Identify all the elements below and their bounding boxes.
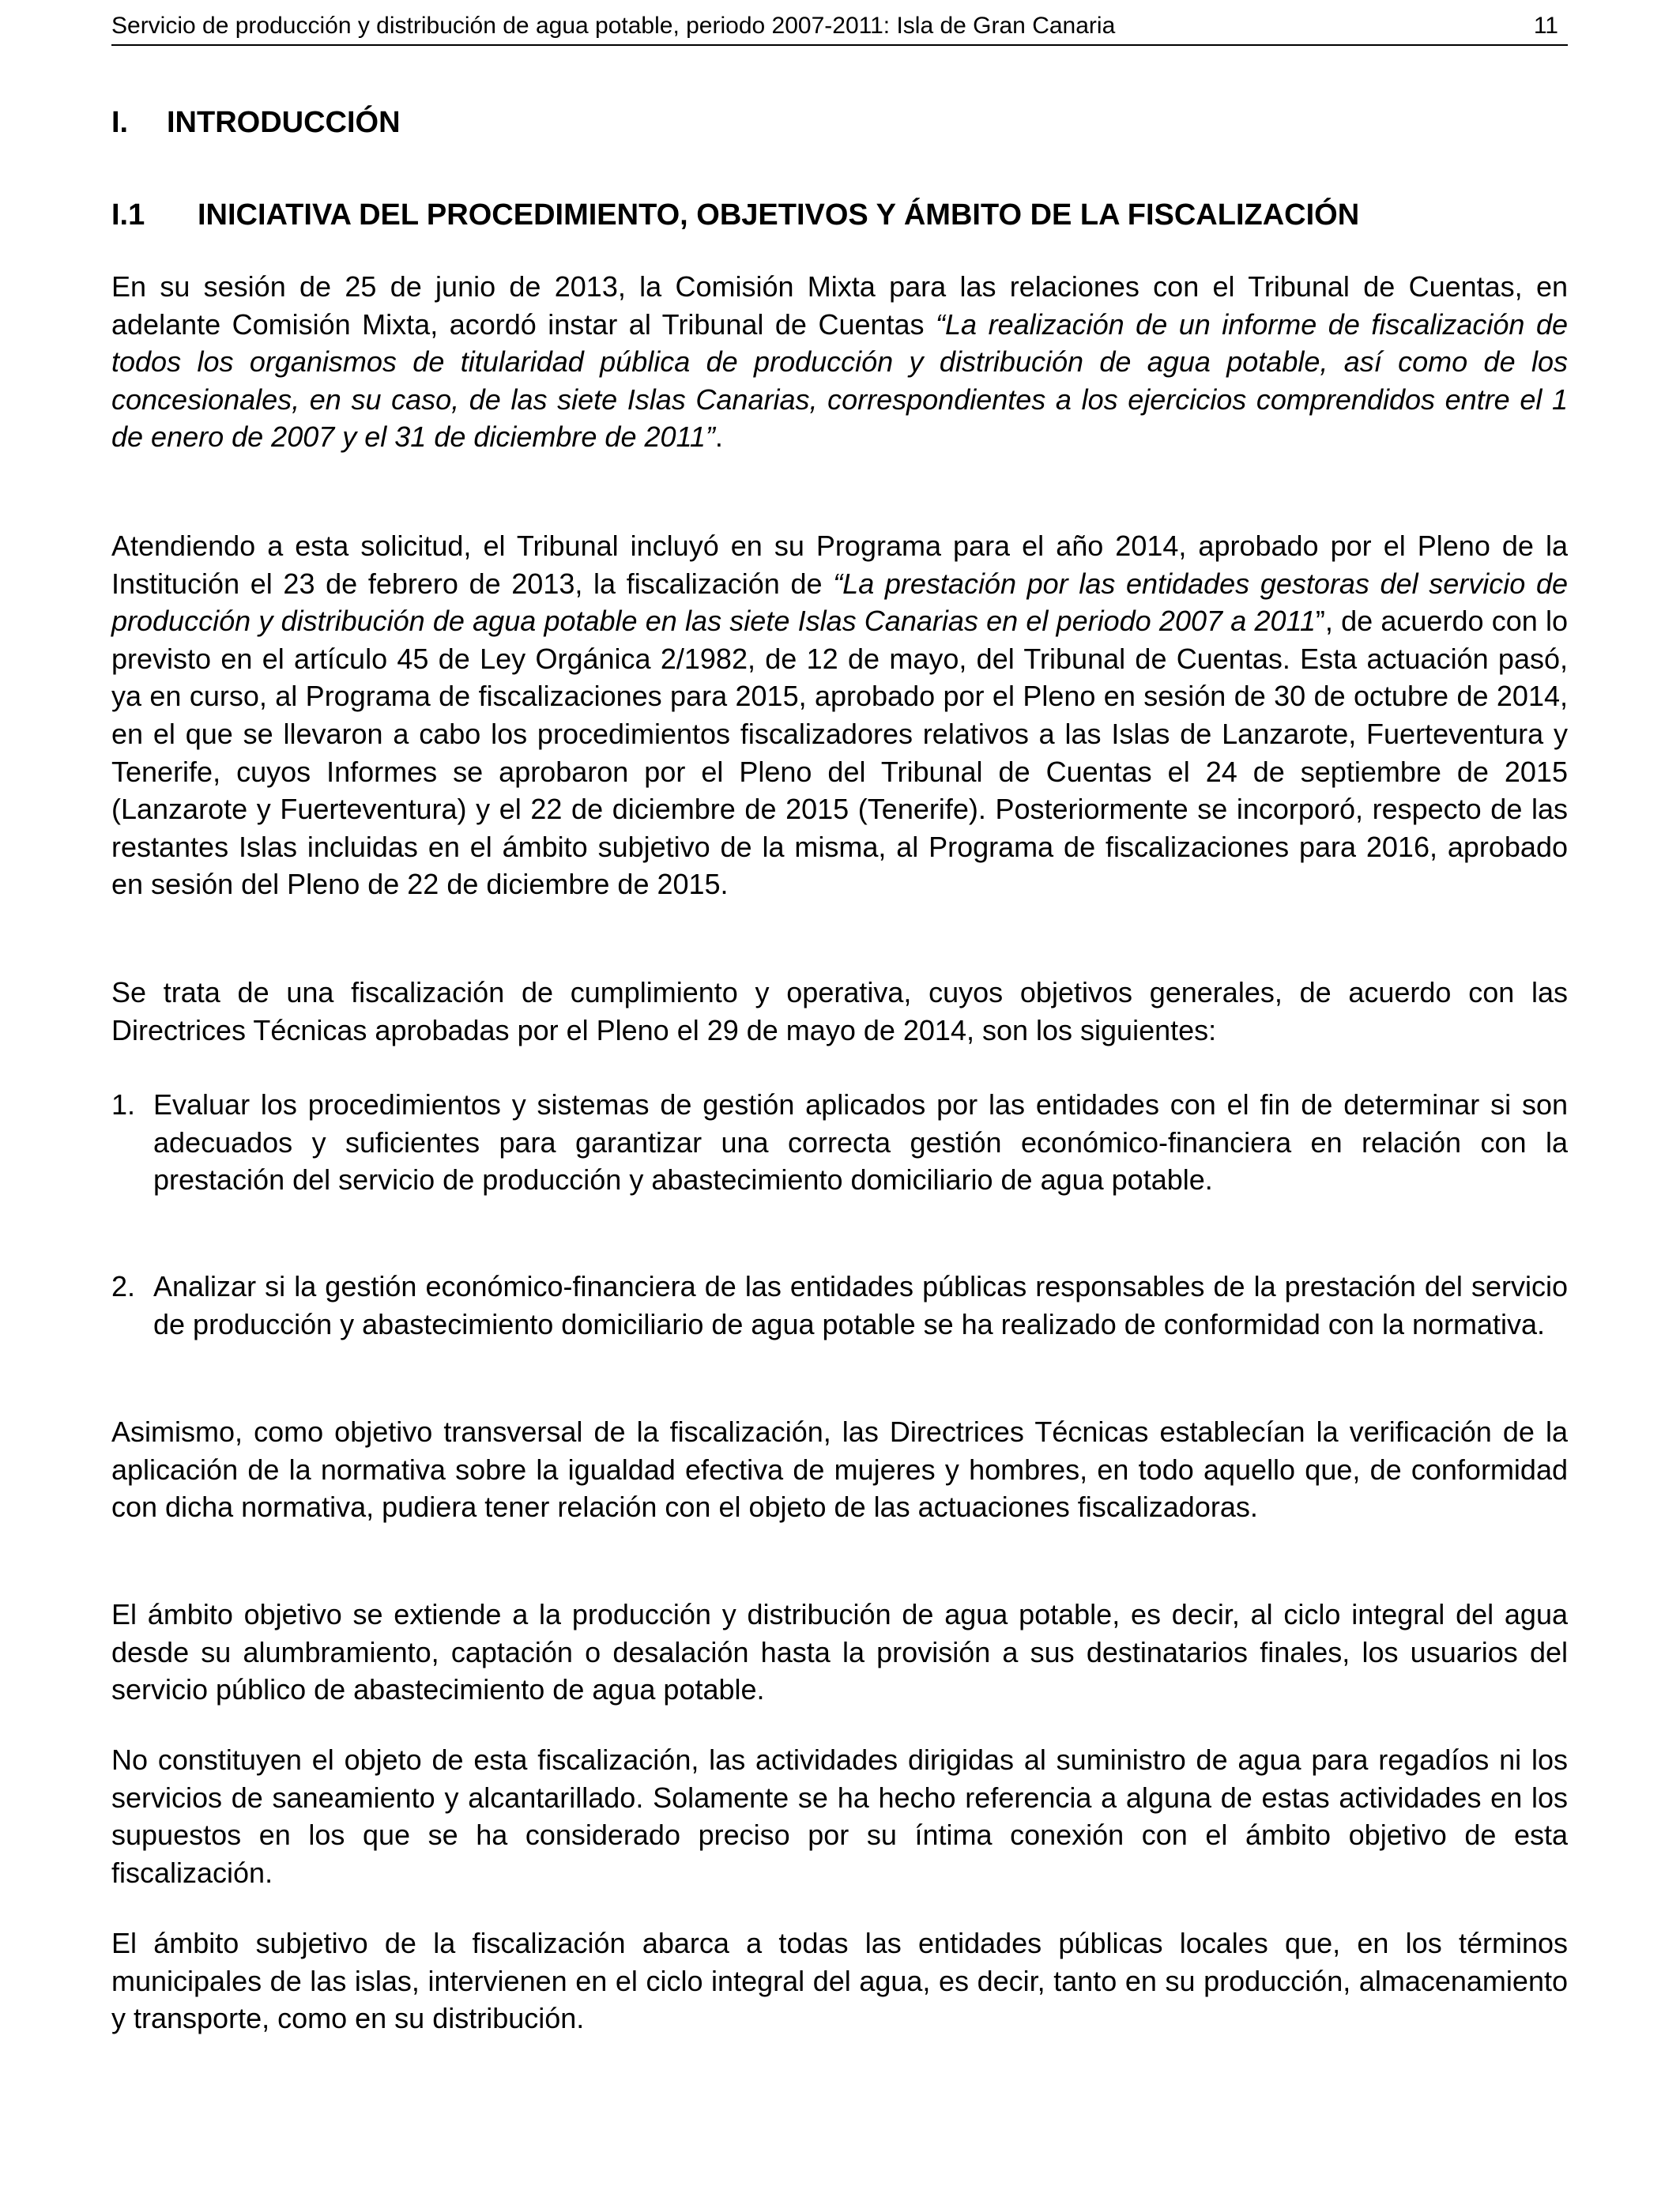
- subsection-title: INICIATIVA DEL PROCEDIMIENTO, OBJETIVOS Y ÁMBITO DE LA FISCALIZACIÓN: [198, 198, 1360, 232]
- section-title: INTRODUCCIÓN: [167, 106, 401, 139]
- running-header: [111, 8, 1568, 46]
- objective-text-2: Analizar si la gestión económico-financiera de las entidades públicas responsables de la prestación del servicio de producción y abastecimiento domiciliario de agua potable se ha realizado de conformidad con la normativa.: [153, 1270, 1568, 1340]
- paragraph-1-text: En su sesión de 25 de junio de 2013, la Comisión Mixta para las relaciones con el Tribunal de Cuentas, en adelante Comisión Mixta, acordó instar al Tribunal de Cuentas: [111, 270, 1568, 341]
- header-title: Servicio de producción y distribución de agua potable, periodo 2007-2011: Isla de Gran Canaria: [111, 13, 1116, 39]
- paragraph-7: El ámbito subjetivo de la fiscalización abarca a todas las entidades públicas locales que, en los términos municipales de las islas, intervienen en el ciclo integral del agua, es decir, tanto en su producción, almacenamiento y transporte, como en su distribución.: [111, 1927, 1568, 2035]
- paragraph-2-text: Atendiendo a esta solicitud, el Tribunal incluyó en su Programa para el año 2014, aprobado por el Pleno de la Institución el 23 de febrero de 2013, la fiscalización de: [111, 530, 1568, 600]
- paragraph-5: El ámbito objetivo se extiende a la producción y distribución de agua potable, es decir, al ciclo integral del agua desde su alumbramiento, captación o desalación hasta la provisión a sus destinatarios finales, los usuarios del servicio público de abastecimiento de agua potable.: [111, 1598, 1568, 1706]
- objective-marker-2: 2.: [111, 1270, 136, 1302]
- paragraph-1: [111, 268, 1568, 456]
- paragraph-6: No constituyen el objeto de esta fiscalización, las actividades dirigidas al suministro de agua para regadíos ni los servicios de saneamiento y alcantarillado. Solamente se ha hecho referencia a alguna de estas actividades en los supuestos en los que se ha considerado preciso por su íntima conexión con el ámbito objetivo de esta fiscalización.: [111, 1744, 1568, 1889]
- paragraph-4: Asimismo, como objetivo transversal de la fiscalización, las Directrices Técnicas establecían la verificación de la aplicación de la normativa sobre la igualdad efectiva de mujeres y hombres, en todo aquello que, de conformidad con dicha normativa, pudiera tener relación con el objeto de las actuaciones fiscalizadoras.: [111, 1416, 1568, 1524]
- page-number: 11: [1533, 13, 1558, 39]
- subsection-number: I.1: [111, 198, 145, 232]
- paragraph-1-end: .: [714, 420, 723, 454]
- objective-item-1: [111, 1086, 1568, 1199]
- section-heading: [111, 103, 401, 142]
- section-number: I.: [111, 106, 129, 139]
- paragraph-2: [111, 527, 1568, 903]
- subsection-heading: [111, 195, 1359, 235]
- objective-item-2: [111, 1268, 1568, 1343]
- paragraph-3: Se trata de una fiscalización de cumplimiento y operativa, cuyos objetivos generales, de acuerdo con las Directrices Técnicas aprobadas por el Pleno el 29 de mayo de 2014, son los siguientes:: [111, 976, 1568, 1046]
- objective-text-1: Evaluar los procedimientos y sistemas de gestión aplicados por las entidades con el fin de determinar si son adecuados y suficientes para garantizar una correcta gestión económico-financiera en relación con la prestación del servicio de producción y abastecimiento domiciliario de agua potable.: [153, 1088, 1568, 1197]
- paragraph-2-rest: ”, de acuerdo con lo previsto en el artículo 45 de Ley Orgánica 2/1982, de 12 de mayo, del Tribunal de Cuentas. Esta actuación pasó, ya en curso, al Programa de fiscalizaciones para 2015, aprobado por el Pleno en sesión de 30 de octubre de 2014, en el que se llevaron a cabo los procedimientos fiscalizadores relativos a las Islas de Lanzarote, Fuerteventura y Tenerife, cuyos Informes se aprobaron por el Pleno del Tribunal de Cuentas el 24 de septiembre de 2015 (Lanzarote y Fuerteventura) y el 22 de diciembre de 2015 (Tenerife). Posteriormente se incorporó, respecto de las restantes Islas incluidas en el ámbito subjetivo de la misma, al Programa de fiscalizaciones para 2016, aprobado en sesión del Pleno de 22 de diciembre de 2015.: [111, 605, 1568, 901]
- paragraph-1-quote: “La realización de un informe de fiscalización de todos los organismos de titularidad pública de producción y distribución de agua potable, así como de los concesionales, en su caso, de las siete Islas Canarias, correspondientes a los ejercicios comprendidos entre el 1 de enero de 2007 y el 31 de diciembre de 2011”: [111, 307, 1568, 454]
- paragraph-2-quote: “La prestación por las entidades gestoras del servicio de producción y distribución de agua potable en las siete Islas Canarias en el periodo 2007 a 2011: [111, 567, 1568, 638]
- objective-marker-1: 1.: [111, 1088, 136, 1121]
